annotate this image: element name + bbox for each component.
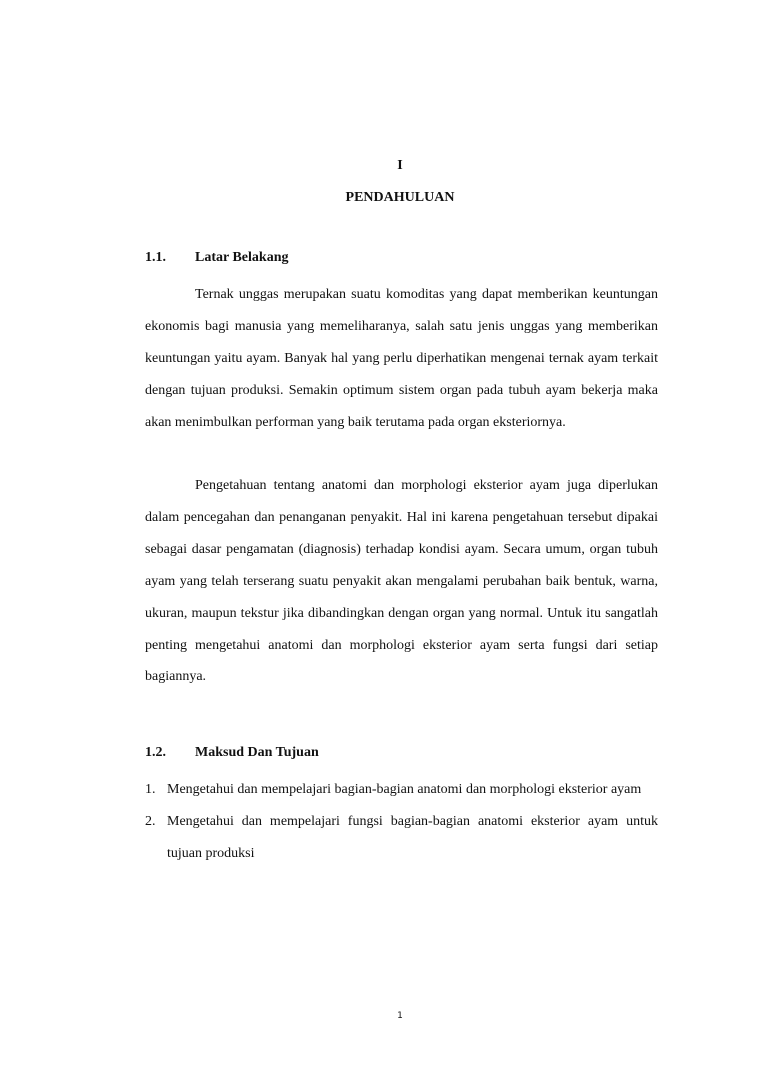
section-heading-latar-belakang	[145, 250, 288, 266]
page-number: 1	[397, 1011, 403, 1021]
list-marker: 2.	[145, 813, 156, 829]
paragraph-ternak-unggas: Ternak unggas merupakan suatu komoditas yang dapat memberikan keuntungan ekonomis bagi manusia yang memeliharanya, salah satu jenis unggas yang memberikan keuntungan yaitu ayam. Banyak hal yang perlu diperhatikan mengenai ternak ayam terkait dengan tujuan produksi. Semakin optimum sistem organ pada tubuh ayam bekerja maka akan menimbulkan performan yang baik terutama pada organ eksteriornya.	[145, 287, 658, 430]
section-heading-maksud-tujuan	[145, 745, 319, 761]
list-item	[145, 806, 658, 870]
section-number: 1.1.	[145, 250, 166, 265]
list-marker: 1.	[145, 782, 156, 797]
chapter-number: I	[397, 158, 403, 173]
section-number: 1.2.	[145, 745, 166, 760]
list-item-text: Mengetahui dan mempelajari bagian-bagian anatomi dan morphologi eksterior ayam	[167, 782, 642, 797]
section-title: Latar Belakang	[195, 250, 289, 265]
paragraph-pengetahuan: Pengetahuan tentang anatomi dan morphologi eksterior ayam juga diperlukan dalam pencegahan dan penanganan penyakit. Hal ini karena pengetahuan tersebut dipakai sebagai dasar pengamatan (diagnosis) terhadap kondisi ayam. Secara umum, organ tubuh ayam yang telah terserang suatu penyakit akan mengalami perubahan baik bentuk, warna, ukuran, maupun tekstur jika dibandingkan dengan organ yang normal. Untuk itu sangatlah penting mengetahui anatomi dan morphologi eksterior ayam serta fungsi dari setiap bagiannya.	[145, 478, 658, 685]
list-item-text: Mengetahui dan mempelajari fungsi bagian-bagian anatomi eksterior ayam untuk tujuan produksi	[167, 813, 658, 861]
section-title: Maksud Dan Tujuan	[195, 745, 319, 760]
list-item	[145, 774, 658, 806]
objectives-list	[145, 774, 658, 870]
chapter-title: PENDAHULUAN	[345, 190, 455, 205]
